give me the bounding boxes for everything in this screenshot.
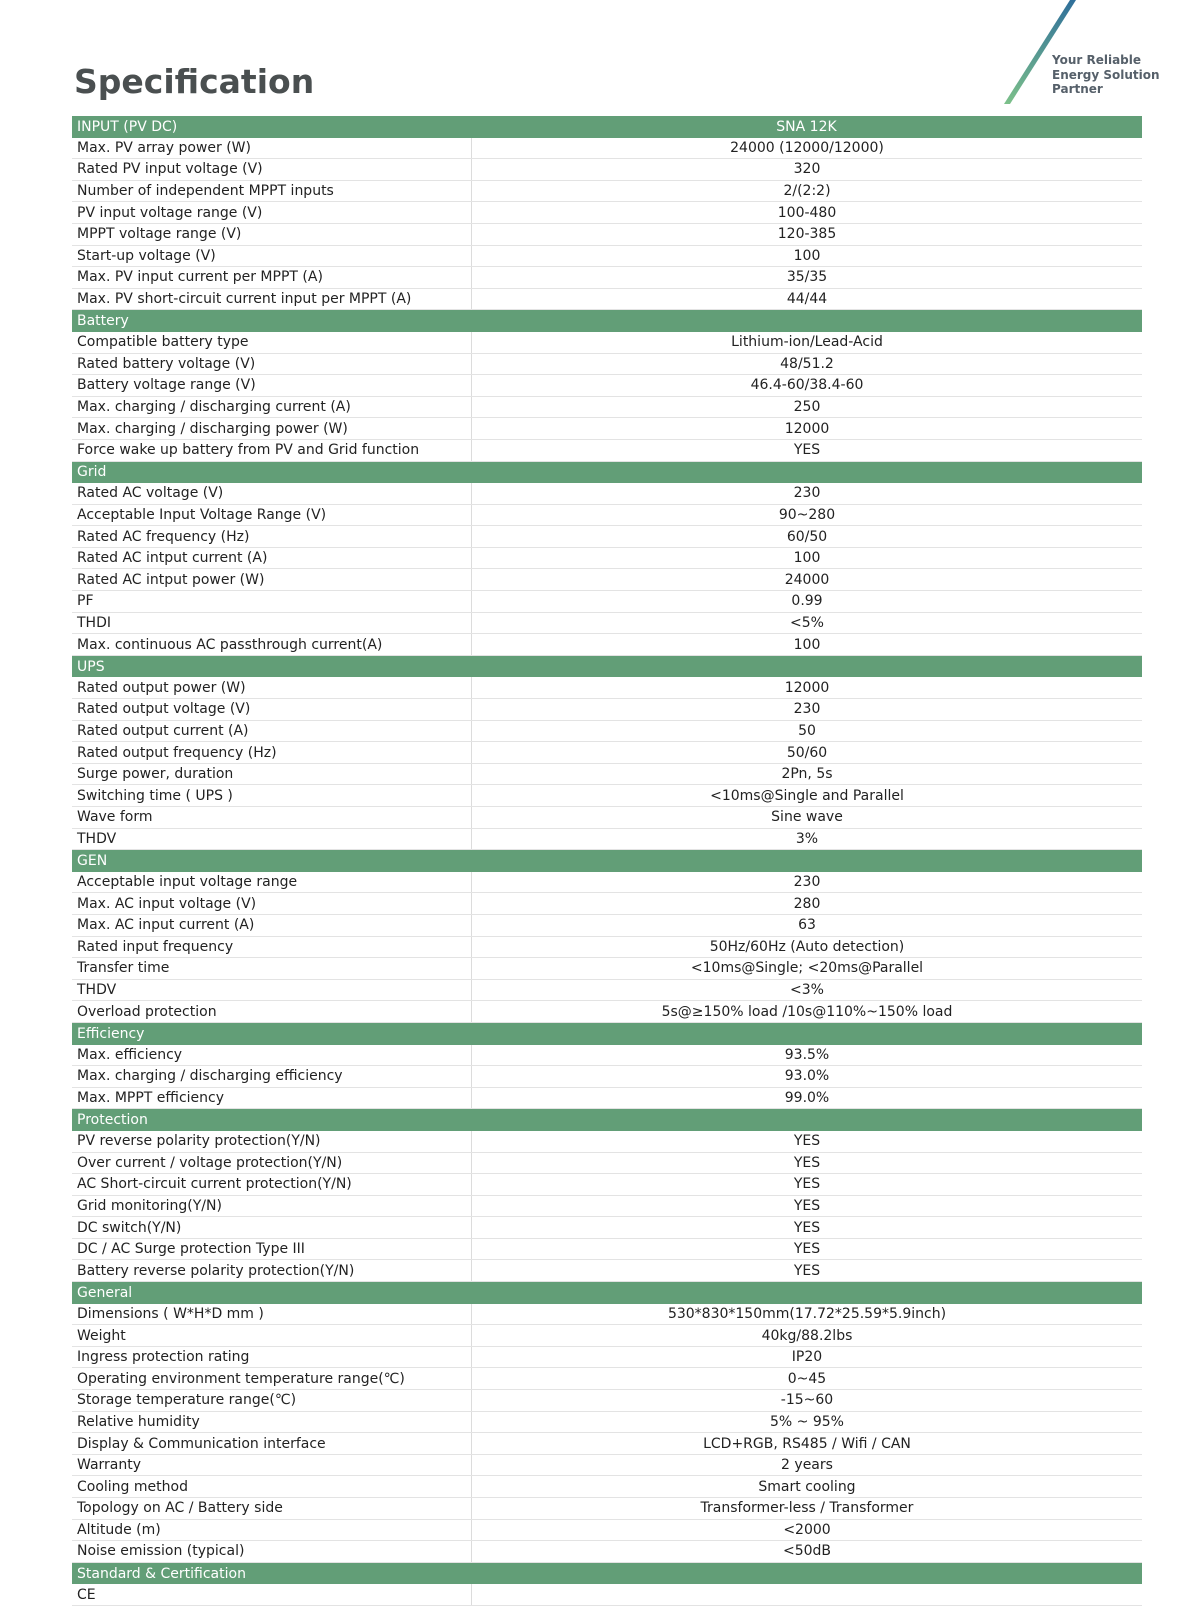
spec-value: 24000 (12000/12000)	[730, 139, 884, 156]
spec-label: Rated output power (W)	[72, 677, 472, 698]
spec-value: 100	[793, 636, 821, 653]
section-header	[72, 1023, 1142, 1045]
spec-label: Cooling method	[72, 1476, 472, 1497]
table-row	[72, 526, 1142, 548]
table-row	[72, 634, 1142, 656]
table-row	[72, 1541, 1142, 1563]
section-header	[72, 1563, 1142, 1585]
spec-label: Rated PV input voltage (V)	[72, 159, 472, 180]
spec-label: Max. PV short-circuit current input per MPPT (A)	[72, 289, 472, 310]
section-header	[72, 310, 1142, 332]
table-row	[72, 483, 1142, 505]
section-header-label: Grid	[77, 464, 107, 481]
spec-label: Acceptable Input Voltage Range (V)	[72, 505, 472, 526]
spec-value: <50dB	[782, 1543, 832, 1560]
table-row	[72, 1368, 1142, 1390]
spec-label: Number of independent MPPT inputs	[72, 181, 472, 202]
table-row	[72, 159, 1142, 181]
table-row	[72, 440, 1142, 462]
spec-label: Force wake up battery from PV and Grid function	[72, 440, 472, 461]
table-row	[72, 1347, 1142, 1369]
table-row	[72, 1001, 1142, 1023]
spec-label: DC / AC Surge protection Type III	[72, 1239, 472, 1260]
section-header-label: General	[77, 1284, 133, 1301]
section-header-label: Battery	[77, 313, 129, 330]
table-row	[72, 699, 1142, 721]
tagline-line-1: Your Reliable	[1052, 53, 1142, 67]
table-row	[72, 1455, 1142, 1477]
table-row	[72, 677, 1142, 699]
spec-value: Sine wave	[771, 809, 843, 826]
spec-label: PV input voltage range (V)	[72, 202, 472, 223]
section-header-label: UPS	[77, 658, 105, 675]
spec-label: Rated output current (A)	[72, 721, 472, 742]
spec-label: MPPT voltage range (V)	[72, 224, 472, 245]
spec-label: Topology on AC / Battery side	[72, 1498, 472, 1519]
table-row	[72, 1174, 1142, 1196]
spec-value: 5% ~ 95%	[770, 1413, 844, 1430]
spec-label: Max. AC input current (A)	[72, 915, 472, 936]
table-row	[72, 181, 1142, 203]
spec-label: Storage temperature range(℃)	[72, 1390, 472, 1411]
spec-label: Rated output voltage (V)	[72, 699, 472, 720]
spec-value: YES	[793, 1197, 821, 1214]
spec-value: YES	[793, 1241, 821, 1258]
spec-value: 93.0%	[784, 1068, 830, 1085]
spec-label: THDV	[72, 980, 472, 1001]
spec-value: 2Pn, 5s	[781, 766, 833, 783]
spec-label: Rated AC intput power (W)	[72, 569, 472, 590]
table-row	[72, 138, 1142, 160]
table-row	[72, 569, 1142, 591]
page-title: Specification	[74, 62, 315, 101]
table-row	[72, 505, 1142, 527]
table-row	[72, 1066, 1142, 1088]
spec-label: Max. charging / discharging power (W)	[72, 418, 472, 439]
spec-value: 44/44	[786, 291, 828, 308]
table-row	[72, 872, 1142, 894]
spec-value: YES	[793, 1176, 821, 1193]
spec-value: 12000	[784, 679, 830, 696]
table-row	[72, 1239, 1142, 1261]
spec-value: 120-385	[777, 226, 837, 243]
table-row	[72, 591, 1142, 613]
spec-label: Dimensions ( W*H*D mm )	[72, 1304, 472, 1325]
spec-value: Lithium-ion/Lead-Acid	[731, 334, 883, 351]
spec-label: Rated AC frequency (Hz)	[72, 526, 472, 547]
spec-label: PF	[72, 591, 472, 612]
table-row	[72, 202, 1142, 224]
table-row	[72, 224, 1142, 246]
table-row	[72, 980, 1142, 1002]
spec-value: 230	[793, 701, 821, 718]
section-header-value: SNA 12K	[776, 118, 837, 135]
spec-label: Altitude (m)	[72, 1520, 472, 1541]
tagline-line-2: Energy Solution	[1052, 67, 1160, 82]
section-header-label: Protection	[77, 1112, 148, 1129]
table-row	[72, 1584, 1142, 1606]
spec-value: <10ms@Single; <20ms@Parallel	[690, 960, 924, 977]
spec-label: Relative humidity	[72, 1412, 472, 1433]
spec-value: Smart cooling	[758, 1478, 856, 1495]
spec-label: Grid monitoring(Y/N)	[72, 1196, 472, 1217]
spec-label: Surge power, duration	[72, 764, 472, 785]
spec-value: 35/35	[786, 269, 828, 286]
spec-value: 2/(2:2)	[783, 183, 831, 200]
spec-table	[72, 116, 1142, 1606]
spec-label: Battery reverse polarity protection(Y/N)	[72, 1260, 472, 1281]
spec-label: Compatible battery type	[72, 332, 472, 353]
table-row	[72, 267, 1142, 289]
spec-value: 46.4-60/38.4-60	[750, 377, 864, 394]
table-row	[72, 1131, 1142, 1153]
spec-value: <10ms@Single and Parallel	[710, 787, 904, 804]
section-header	[72, 462, 1142, 484]
table-row	[72, 1390, 1142, 1412]
spec-value: 2 years	[781, 1457, 833, 1474]
table-row	[72, 1433, 1142, 1455]
spec-value: YES	[793, 1133, 821, 1150]
spec-label: Acceptable input voltage range	[72, 872, 472, 893]
spec-label: Display & Communication interface	[72, 1433, 472, 1454]
table-row	[72, 721, 1142, 743]
table-row	[72, 915, 1142, 937]
spec-label: Max. charging / discharging current (A)	[72, 397, 472, 418]
section-header-label: Efficiency	[77, 1025, 145, 1042]
spec-label: PV reverse polarity protection(Y/N)	[72, 1131, 472, 1152]
spec-value: <2000	[783, 1521, 831, 1538]
spec-value: <3%	[790, 982, 824, 999]
table-row	[72, 807, 1142, 829]
spec-value: 3%	[795, 830, 819, 847]
spec-value: YES	[793, 442, 821, 459]
spec-label: Weight	[72, 1325, 472, 1346]
table-row	[72, 1476, 1142, 1498]
spec-label: Rated output frequency (Hz)	[72, 742, 472, 763]
spec-value: 280	[793, 895, 821, 912]
table-row	[72, 1260, 1142, 1282]
spec-label: Transfer time	[72, 958, 472, 979]
section-header-label: Standard & Certification	[77, 1565, 246, 1582]
spec-value: 93.5%	[784, 1046, 830, 1063]
spec-value: IP20	[791, 1349, 823, 1366]
spec-value: Transformer-less / Transformer	[700, 1500, 914, 1517]
section-header-label: GEN	[77, 852, 108, 869]
spec-value: 250	[793, 399, 821, 416]
spec-label: Rated input frequency	[72, 937, 472, 958]
table-row	[72, 1153, 1142, 1175]
table-row	[72, 1412, 1142, 1434]
tagline-line-3: Partner	[1052, 82, 1103, 96]
spec-value: 5s@≥150% load /10s@110%~150% load	[661, 1003, 953, 1020]
table-row	[72, 397, 1142, 419]
spec-label: Start-up voltage (V)	[72, 246, 472, 267]
table-row	[72, 289, 1142, 311]
table-row	[72, 548, 1142, 570]
spec-label: Ingress protection rating	[72, 1347, 472, 1368]
spec-value: 48/51.2	[780, 355, 834, 372]
spec-value: YES	[793, 1219, 821, 1236]
spec-label: Rated AC intput current (A)	[72, 548, 472, 569]
spec-value: 100	[793, 247, 821, 264]
spec-value: YES	[793, 1154, 821, 1171]
spec-value: 99.0%	[784, 1090, 830, 1107]
table-row	[72, 1304, 1142, 1326]
spec-value: 90~280	[778, 506, 836, 523]
table-row	[72, 937, 1142, 959]
spec-value: 50	[798, 722, 816, 739]
spec-label: Rated AC voltage (V)	[72, 483, 472, 504]
section-header	[72, 850, 1142, 872]
spec-value: 0.99	[791, 593, 823, 610]
spec-label: Max. efficiency	[72, 1045, 472, 1066]
table-row	[72, 375, 1142, 397]
spec-label: THDV	[72, 829, 472, 850]
spec-label: DC switch(Y/N)	[72, 1217, 472, 1238]
brand-tagline	[1052, 53, 1160, 97]
spec-label: Max. AC input voltage (V)	[72, 893, 472, 914]
spec-value: 24000	[784, 571, 830, 588]
section-header-label: INPUT (PV DC)	[77, 118, 178, 135]
spec-value: 50/60	[786, 744, 828, 761]
table-row	[72, 1325, 1142, 1347]
table-row	[72, 418, 1142, 440]
table-row	[72, 1520, 1142, 1542]
table-row	[72, 1217, 1142, 1239]
spec-value: YES	[793, 1262, 821, 1279]
spec-label: Wave form	[72, 807, 472, 828]
table-row	[72, 893, 1142, 915]
spec-label: Max. continuous AC passthrough current(A)	[72, 634, 472, 655]
table-row	[72, 354, 1142, 376]
spec-value: 40kg/88.2lbs	[761, 1327, 853, 1344]
spec-value: 230	[793, 485, 821, 502]
spec-value: 63	[798, 917, 816, 934]
spec-label: Max. MPPT efficiency	[72, 1088, 472, 1109]
spec-value: 320	[793, 161, 821, 178]
table-row	[72, 742, 1142, 764]
table-row	[72, 958, 1142, 980]
spec-value: 530*830*150mm(17.72*25.59*5.9inch)	[667, 1305, 947, 1322]
spec-value: 100-480	[777, 204, 837, 221]
spec-label: THDI	[72, 613, 472, 634]
spec-label: Switching time ( UPS )	[72, 785, 472, 806]
spec-label: Max. PV input current per MPPT (A)	[72, 267, 472, 288]
table-row	[72, 613, 1142, 635]
spec-label: Max. charging / discharging efficiency	[72, 1066, 472, 1087]
spec-label: Battery voltage range (V)	[72, 375, 472, 396]
spec-label: Over current / voltage protection(Y/N)	[72, 1153, 472, 1174]
table-row	[72, 785, 1142, 807]
section-header	[72, 1282, 1142, 1304]
spec-label: Max. PV array power (W)	[72, 138, 472, 159]
section-header	[72, 1109, 1142, 1131]
spec-label: Operating environment temperature range(℃)	[72, 1368, 472, 1389]
spec-label: AC Short-circuit current protection(Y/N)	[72, 1174, 472, 1195]
table-row	[72, 1088, 1142, 1110]
spec-label: Noise emission (typical)	[72, 1541, 472, 1562]
table-row	[72, 1196, 1142, 1218]
spec-value: 100	[793, 550, 821, 567]
spec-value: -15~60	[780, 1392, 834, 1409]
spec-value: 12000	[784, 420, 830, 437]
table-row	[72, 1498, 1142, 1520]
table-row	[72, 332, 1142, 354]
spec-label: Rated battery voltage (V)	[72, 354, 472, 375]
spec-value: LCD+RGB, RS485 / Wifi / CAN	[703, 1435, 911, 1452]
spec-value: 0~45	[787, 1370, 827, 1387]
spec-value: 230	[793, 874, 821, 891]
spec-label: Overload protection	[72, 1001, 472, 1022]
spec-label: CE	[72, 1584, 472, 1605]
section-header	[72, 116, 1142, 138]
table-row	[72, 1045, 1142, 1067]
table-row	[72, 246, 1142, 268]
spec-label: Warranty	[72, 1455, 472, 1476]
table-row	[72, 764, 1142, 786]
spec-value: 60/50	[786, 528, 828, 545]
spec-value: <5%	[790, 614, 824, 631]
table-row	[72, 829, 1142, 851]
spec-value: 50Hz/60Hz (Auto detection)	[709, 938, 905, 955]
section-header	[72, 656, 1142, 678]
